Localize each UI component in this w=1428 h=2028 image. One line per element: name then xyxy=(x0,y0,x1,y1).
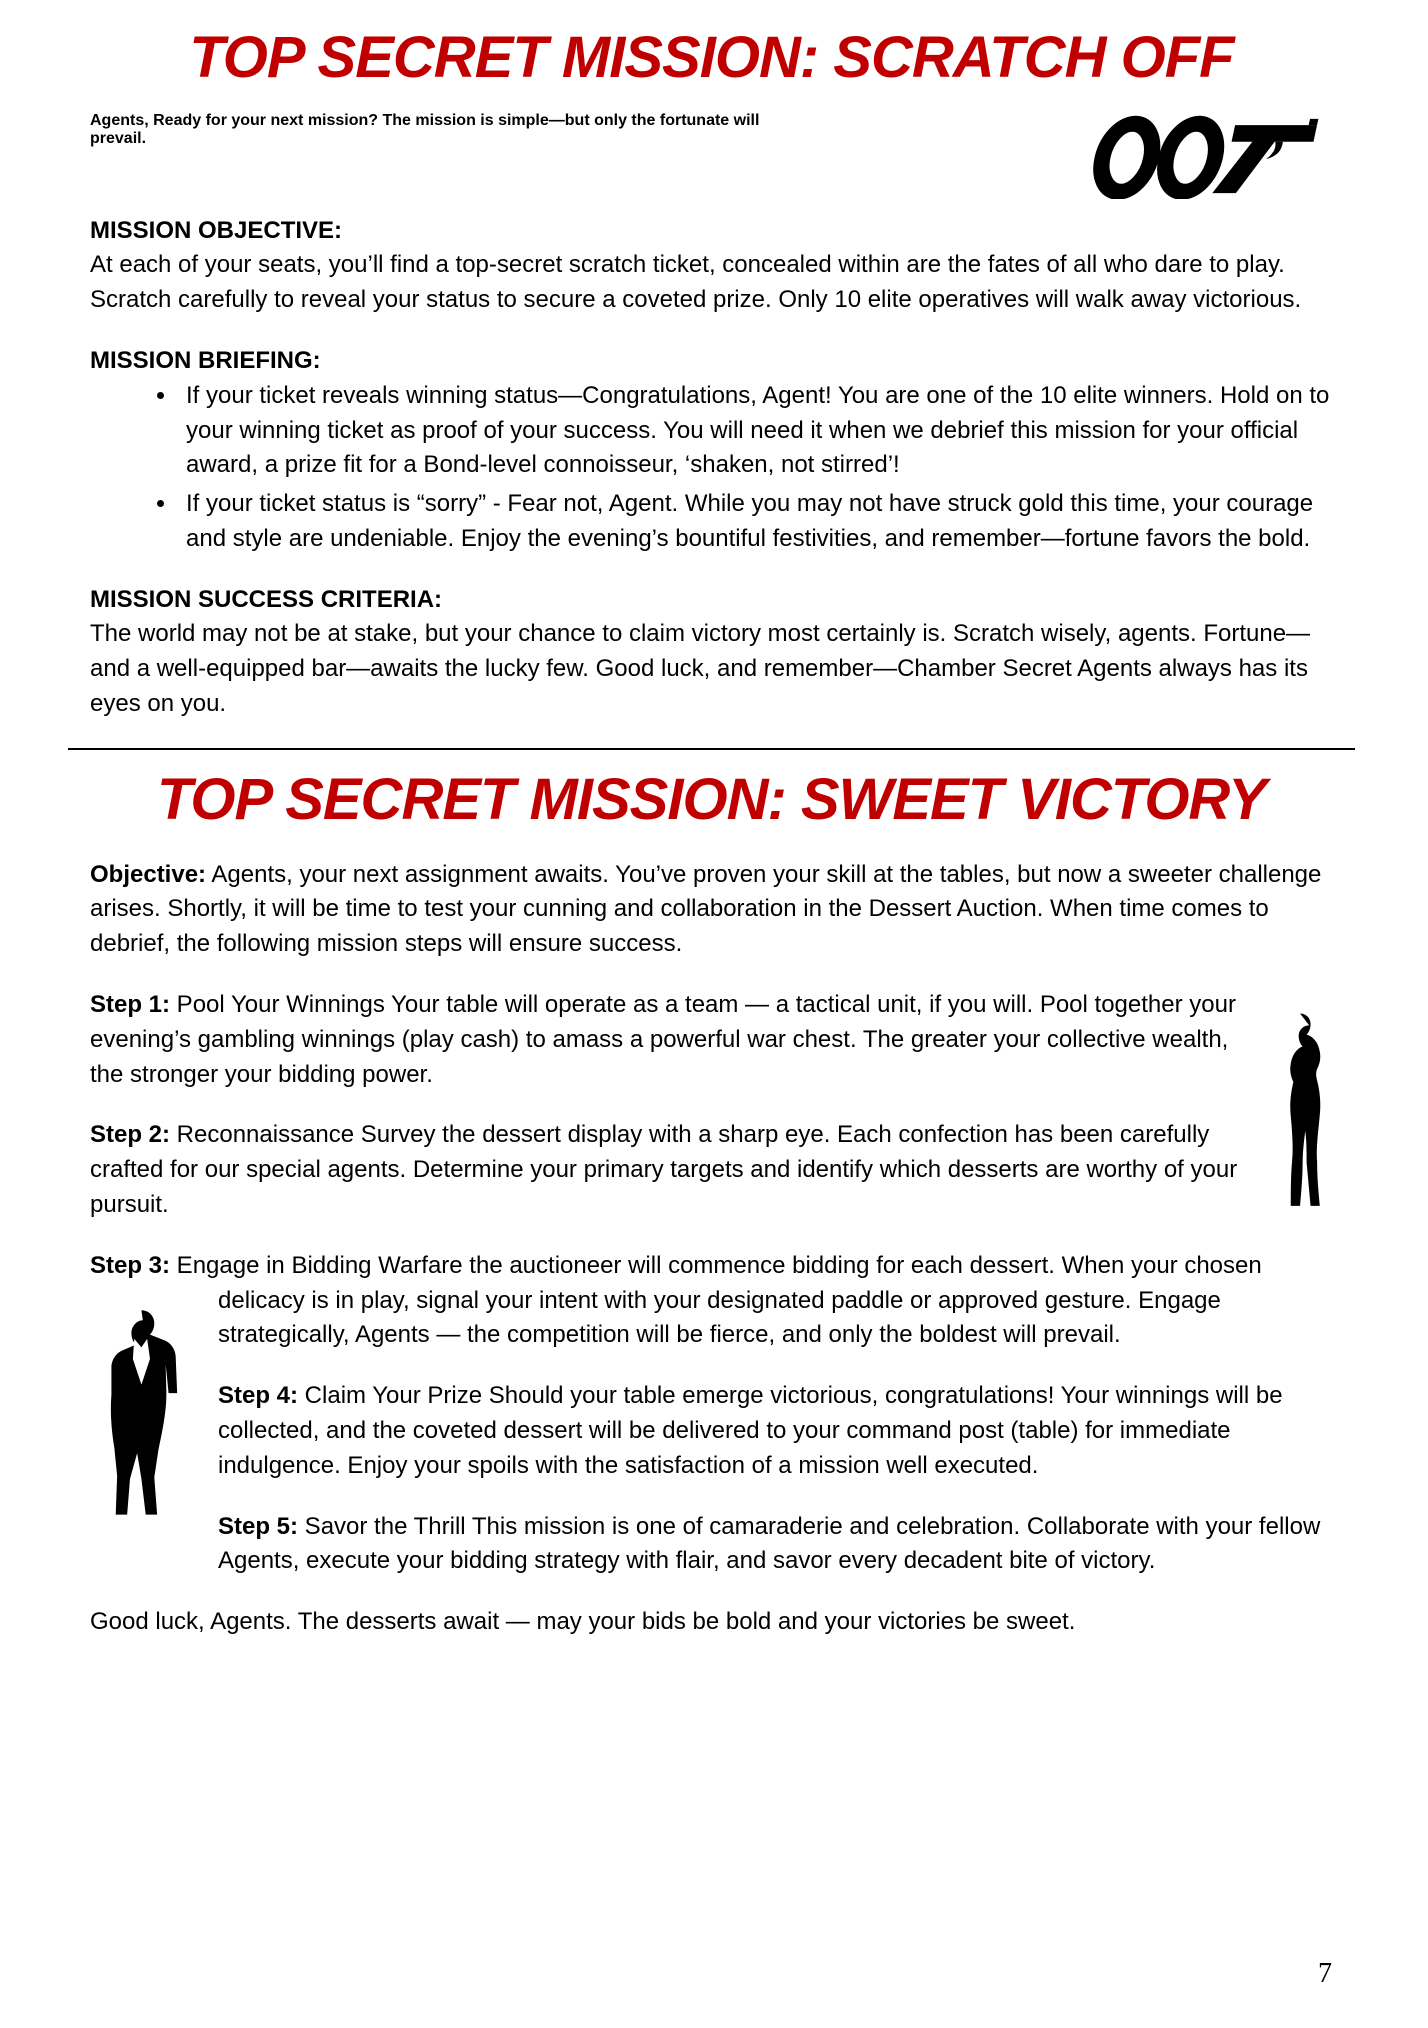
section2-title: TOP SECRET MISSION: SWEET VICTORY xyxy=(157,766,1266,832)
step-1-text: Pool Your Winnings Your table will operate as a team — a tactical unit, if you will. Pool together your evening’s gambling winnings (play cash) to amass a powerful war chest. The greater your collective wealth, the stronger your bidding power. xyxy=(90,991,1236,1088)
mission-success-criteria-heading: MISSION SUCCESS CRITERIA: xyxy=(90,585,443,613)
007-logo-icon xyxy=(1083,114,1333,204)
intro-text: Agents, Ready for your next mission? The mission is simple—but only the fortunate will prevail. xyxy=(90,111,760,147)
step-4-paragraph xyxy=(90,1379,1333,1483)
step-5-text: Savor the Thrill This mission is one of camaraderie and celebration. Collaborate with your fellow Agents, execute your bidding strategy with flair, and savor every decadent bite of victory. xyxy=(218,1512,1321,1575)
mission-success-criteria-body: The world may not be at stake, but your chance to claim victory most certainly is. Scratch wisely, agents. Fortune—and a well-equipped bar—awaits the lucky few. Good luck, and remember—Chamber Secret Agents always has its eyes on you. xyxy=(90,620,1311,718)
section1-title: TOP SECRET MISSION: SCRATCH OFF xyxy=(189,25,1234,90)
step-2-text: Reconnaissance Survey the dessert display with a sharp eye. Each confection has been carefully crafted for our special agents. Determine your primary targets and identify which desserts are worthy of your pursuit. xyxy=(90,1121,1238,1219)
mission-briefing-heading: MISSION BRIEFING: xyxy=(90,346,321,374)
mission-briefing-list xyxy=(90,379,1333,557)
step-3-paragraph xyxy=(90,1249,1333,1353)
page-number: 7 xyxy=(1318,1958,1332,1989)
step-2-paragraph xyxy=(90,1118,1333,1222)
step-4-label: Step 4: xyxy=(218,1382,299,1410)
step-2-label: Step 2: xyxy=(90,1121,171,1149)
intro-row xyxy=(90,112,1333,204)
objective-paragraph xyxy=(90,858,1333,962)
section-divider xyxy=(68,748,1355,750)
objective-label: Objective: xyxy=(90,860,207,888)
step-1-paragraph xyxy=(90,988,1333,1092)
mission-objective-body: At each of your seats, you’ll find a top-secret scratch ticket, concealed within are the fates of all who dare to play. Scratch carefully to reveal your status to secure a coveted prize. Only 10 elite operatives will walk away victorious. xyxy=(90,251,1302,314)
step-3-text-part2: or approved gesture. Engage strategically, Agents — the competition will be fierce, and only the boldest will prevail. xyxy=(218,1286,1221,1349)
step-1-label: Step 1: xyxy=(90,991,171,1019)
step-5-paragraph xyxy=(90,1510,1333,1580)
step-3-label: Step 3: xyxy=(90,1251,171,1279)
mission-objective-heading: MISSION OBJECTIVE: xyxy=(90,216,343,244)
objective-text: Agents, your next assignment awaits. You’ve proven your skill at the tables, but now a sweeter challenge arises. Shortly, it will be time to test your cunning and collaboration in the Dessert Auction. When time comes to debrief, the following mission steps will ensure success. xyxy=(90,860,1322,958)
briefing-bullet: • If your ticket status is “sorry” - Fear not, Agent. While you may not have struck gold this time, your courage and style are undeniable. Enjoy the evening’s bountiful festivities, and remember—fortune favors the bold. xyxy=(178,487,1333,557)
step-4-text: Claim Your Prize Should your table emerge victorious, congratulations! Your winnings will be collected, and the coveted dessert will be delivered to your command post (table) for immediate indulgence. Enjoy your spoils with the satisfaction of a mission well executed. xyxy=(218,1382,1283,1479)
step-5-label: Step 5: xyxy=(218,1512,299,1540)
briefing-bullet: • If your ticket reveals winning status—Congratulations, Agent! You are one of the 10 elite winners. Hold on to your winning ticket as proof of your success. You will need it when we debrief this mission for your official award, a prize fit for a Bond-level connoisseur, ‘shaken, not stirred’! xyxy=(178,379,1333,483)
closing-paragraph: Good luck, Agents. The desserts await — may your bids be bold and your victories be sweet. xyxy=(90,1608,1076,1636)
tuxedo-agent-silhouette-icon xyxy=(90,1292,190,1540)
female-spy-silhouette-icon xyxy=(1271,1002,1329,1220)
step-3-text-part1: Engage in Bidding Warfare the auctioneer will commence bidding for each dessert. When your chosen delicacy is in play, signal your intent with your designated paddle xyxy=(170,1251,1262,1314)
